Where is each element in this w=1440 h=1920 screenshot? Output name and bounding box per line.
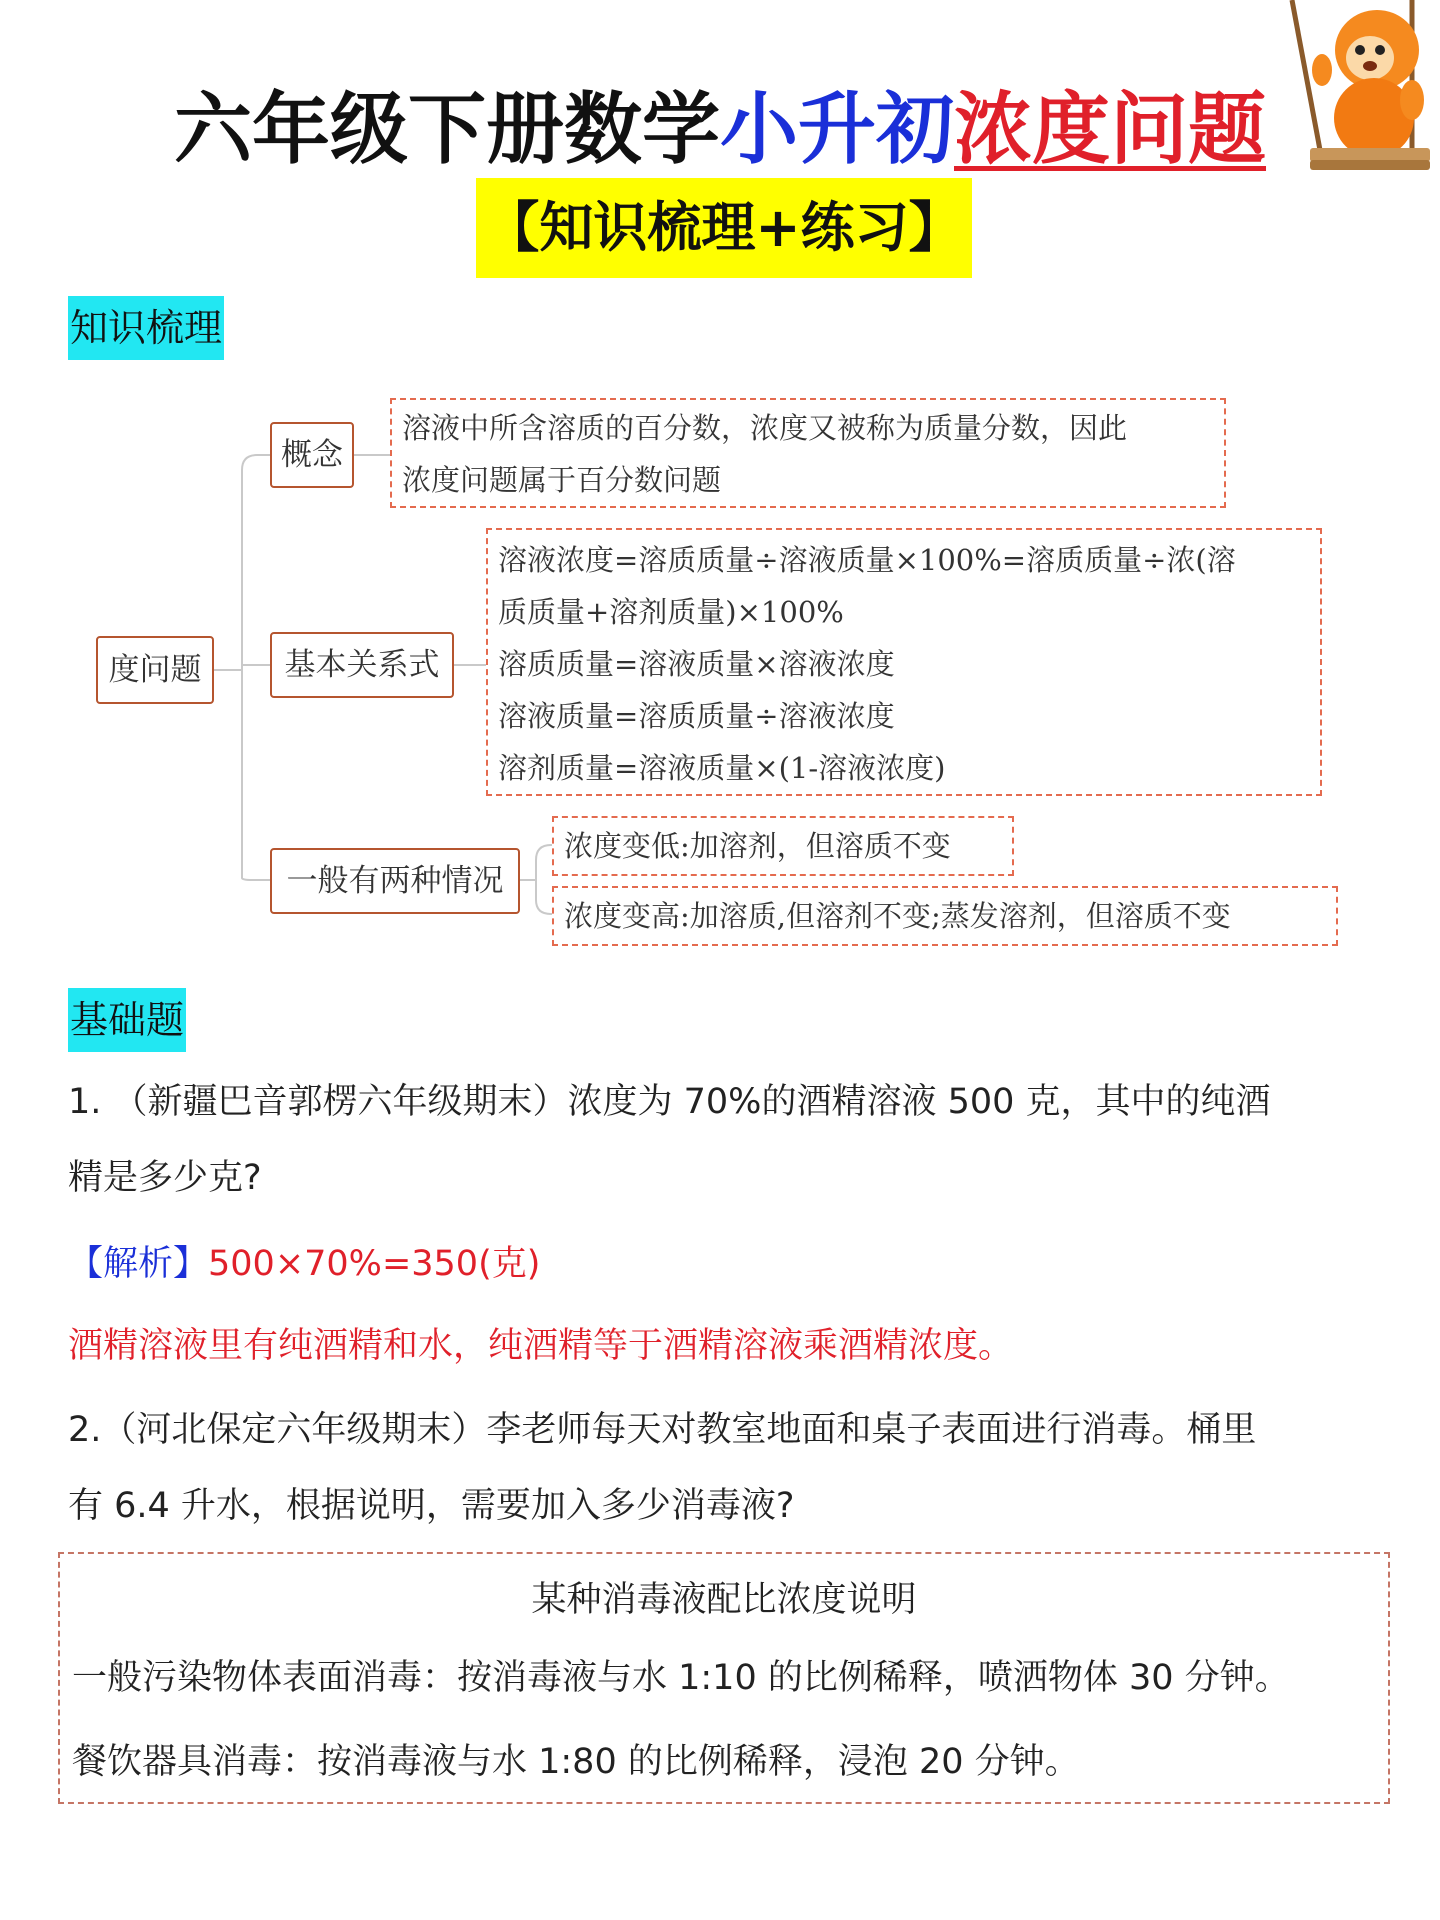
- case-box-lower: 浓度变低:加溶剂，但溶质不变: [552, 816, 1014, 876]
- notice-line: 一般污染物体表面消毒：按消毒液与水 1:10 的比例稀释，喷洒物体 30 分钟。: [72, 1658, 1290, 1698]
- mindmap-root-node: 度问题: [96, 636, 214, 704]
- formula-line: 溶液浓度=溶质质量÷溶液质量×100%=溶质质量÷浓(溶: [498, 543, 1236, 577]
- title-exam: 小升初: [719, 85, 954, 175]
- case-box-higher: 浓度变高:加溶质,但溶剂不变;蒸发溶剂，但溶质不变: [552, 886, 1338, 946]
- disinfectant-notice-box: [58, 1552, 1390, 1804]
- formula-line: 质质量+溶剂质量)×100%: [498, 595, 844, 629]
- answer-value: 500×70%=350(克): [208, 1244, 541, 1284]
- question-2-line: 有 6.4 升水，根据说明，需要加入多少消毒液?: [68, 1486, 795, 1526]
- formula-line: 溶液质量=溶质质量÷溶液浓度: [498, 699, 895, 733]
- title-topic: 浓度问题: [954, 85, 1267, 175]
- title-grade: 六年级下册数学: [173, 85, 720, 175]
- formula-line: 溶质质量=溶液质量×溶液浓度: [498, 647, 895, 681]
- formula-line: 溶剂质量=溶液质量×(1-溶液浓度): [498, 751, 946, 785]
- concept-line: 溶液中所含溶质的百分数，浓度又被称为质量分数，因此: [402, 411, 1128, 445]
- question-1-line: 精是多少克?: [68, 1158, 262, 1198]
- mindmap-relations-node: 基本关系式: [270, 632, 454, 698]
- mindmap-cases-node: 一般有两种情况: [270, 848, 520, 914]
- section-knowledge-label: 知识梳理: [68, 296, 224, 360]
- concept-line: 浓度问题属于百分数问题: [402, 463, 722, 497]
- question-1: [68, 1064, 1388, 1216]
- subtitle-banner: 【知识梳理+练习】: [476, 178, 972, 278]
- concept-definition-box: [390, 398, 1226, 508]
- mindmap-concept-node: 概念: [270, 422, 354, 488]
- notice-line: 餐饮器具消毒：按消毒液与水 1:80 的比例稀释，浸泡 20 分钟。: [72, 1742, 1080, 1782]
- answer-1: [68, 1234, 540, 1294]
- question-2-line: 2.（河北保定六年级期末）李老师每天对教室地面和桌子表面进行消毒。桶里: [68, 1410, 1257, 1450]
- notice-title: 某种消毒液配比浓度说明: [531, 1580, 917, 1620]
- answer-tag: 【解析】: [68, 1244, 209, 1284]
- answer-1-explanation: 酒精溶液里有纯酒精和水，纯酒精等于酒精溶液乘酒精浓度。: [68, 1326, 1014, 1366]
- question-2: [68, 1392, 1388, 1544]
- section-basic-label: 基础题: [68, 988, 186, 1052]
- relations-formula-box: [486, 528, 1322, 796]
- question-1-line: 1. （新疆巴音郭楞六年级期末）浓度为 70%的酒精溶液 500 克，其中的纯酒: [68, 1082, 1271, 1122]
